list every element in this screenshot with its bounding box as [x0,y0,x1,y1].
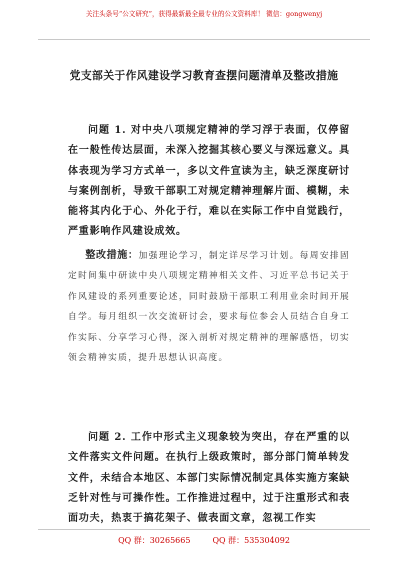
rectification-body: 加强理论学习，制定详尽学习计划。每周安排固定时间集中研读中央八项规定精神相关文件、习近平总书记关于作风建设的系列重要论述，同时鼓励干部职工利用业余时间开展自学。每月组织一次交流研讨会，要求每位参会人员结合自身工作实际、分享学习心得，深入剖析对规定精神的理解感悟，切实领会精神实质，提升思想认识高度。 [68,251,350,364]
paragraph-problem-2: 问题 2. 工作中形式主义现象较为突出，存在严重的以文件落实文件问题。在执行上级政策时，部分部门简单转发文件，未结合本地区、本部门实际情况制定具体实施方案缺乏针对性与可操作性。工作推进过程中，过于注重形式和表面功夫，热衷于搞花架子、做表面文章，忽视工作实 [68,432,350,525]
footer-divider [38,529,370,530]
rectification-lead-label: 整改措施： [85,250,139,261]
footer-contacts [0,535,408,546]
header-banner: 关注头条号“公文研究”，获得最新最全最专业的公文资料库！ 微信：gongwenyj [85,10,323,18]
paragraph-rectification-measures [68,246,350,368]
header-divider [38,39,370,40]
paragraph-problem-1: 问题 1. 对中央八项规定精神的学习浮于表面，仅停留在一般性传达层面，未深入挖掘其核心要义与深远意义。具体表现为学习方式单一，多以文件宣读为主，缺乏深度研讨与案例剖析，导致干部职工对规定精神理解片面、模糊，未能将其内化于心、外化于行，难以在实际工作中自觉践行，严重影响作风建设成效。 [68,125,350,238]
footer-qq-group-2: QQ 群：535304092 [212,536,290,545]
document-title: 党支部关于作风建设学习教育查摆问题清单及整改措施 [69,69,339,82]
footer-qq-group-1: QQ 群：30265665 [118,536,191,545]
